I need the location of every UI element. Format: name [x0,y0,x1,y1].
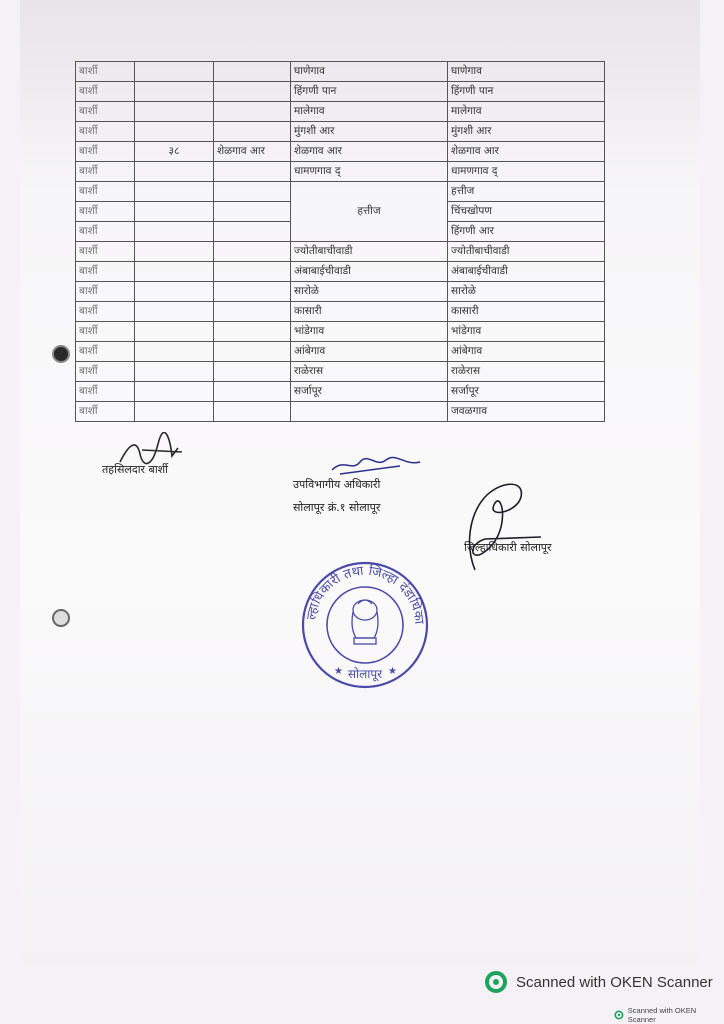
table-cell-c1: बार्शी [76,302,135,322]
table-cell-c4: अंबाबाईचीवाडी [291,262,448,282]
table-cell-c4: शेळगाव आर [291,142,448,162]
table-cell-c2 [135,402,214,422]
table-cell-c3 [214,122,291,142]
table-cell-c1: बार्शी [76,282,135,302]
table-cell-c1: बार्शी [76,402,135,422]
table-row [76,182,605,202]
table-cell-c5: ज्योतीबाचीवाडी [448,242,605,262]
table-cell-c1: बार्शी [76,322,135,342]
table-row [76,102,605,122]
sdo-signature-scribble [330,452,430,480]
table-cell-c4: राळेरास [291,362,448,382]
table-cell-c5: अंबाबाईचीवाडी [448,262,605,282]
table-row [76,262,605,282]
collector-signature-scribble [455,475,545,575]
table-cell-c4: सर्जापूर [291,382,448,402]
lion-capital-emblem [352,600,378,644]
table-row [76,62,605,82]
table-cell-c3 [214,242,291,262]
table-cell-c5: चिंचखोपण [448,202,605,222]
table-cell-c2 [135,222,214,242]
table-cell-c4: धामणगाव द् [291,162,448,182]
table-cell-c5: मालेगाव [448,102,605,122]
table-cell-c5: कासारी [448,302,605,322]
table-row [76,362,605,382]
sdo-title: उपविभागीय अधिकारी [293,478,381,491]
table-cell-c3 [214,302,291,322]
table-cell-c3 [214,402,291,422]
table-cell-c4 [291,402,448,422]
table-cell-c2 [135,262,214,282]
scanner-watermark-text: Scanned with OKEN Scanner [516,973,713,991]
table-cell-c3 [214,162,291,182]
table-cell-c5: सारोळे [448,282,605,302]
table-cell-c1: बार्शी [76,242,135,262]
table-cell-c1: बार्शी [76,82,135,102]
table-cell-c5: हत्तीज [448,182,605,202]
table-cell-c1: बार्शी [76,262,135,282]
punch-hole-top [52,345,70,363]
table-cell-c5: राळेरास [448,362,605,382]
table-cell-c2 [135,282,214,302]
table-cell-c4: भांडेगाव [291,322,448,342]
official-seal [298,560,432,690]
table-cell-c5: हिंगणी पान [448,82,605,102]
table-cell-c1: बार्शी [76,162,135,182]
table-row [76,342,605,362]
table-row [76,82,605,102]
table-cell-c2 [135,182,214,202]
table-cell-c2 [135,362,214,382]
scanner-watermark-small [614,1006,724,1024]
table-cell-c5: मुंगशी आर [448,122,605,142]
table-cell-c5: भांडेगाव [448,322,605,342]
table-row [76,302,605,322]
scanner-watermark [484,970,713,994]
oken-logo-small-icon [614,1010,624,1020]
table-cell-c1: बार्शी [76,142,135,162]
table-cell-c1: बार्शी [76,182,135,202]
table-cell-c2 [135,242,214,262]
table-cell-c3 [214,102,291,122]
table-cell-c2 [135,122,214,142]
table-cell-c3 [214,82,291,102]
svg-text:★: ★ [388,666,397,677]
table-cell-c1: बार्शी [76,202,135,222]
table-cell-c2 [135,342,214,362]
table-cell-c3 [214,182,291,202]
punch-hole-bottom [52,609,70,627]
table-cell-c4: सारोळे [291,282,448,302]
table-row [76,142,605,162]
table-row [76,122,605,142]
table-row [76,402,605,422]
table-cell-c4: हिंगणी पान [291,82,448,102]
table-cell-c4: घाणेगाव [291,62,448,82]
table-cell-c4: मुंगशी आर [291,122,448,142]
table-cell-c2 [135,202,214,222]
table-cell-c1: बार्शी [76,102,135,122]
table-cell-c2 [135,102,214,122]
table-cell-c3 [214,202,291,222]
seal-bottom-text: सोलापूर [347,667,383,681]
sdo-office: सोलापूर क्रं.१ सोलापूर [293,501,381,514]
table-cell-c5: सर्जापूर [448,382,605,402]
table-cell-c1: बार्शी [76,342,135,362]
table-cell-c5: हिंगणी आर [448,222,605,242]
table-cell-c2 [135,382,214,402]
table-cell-c1: बार्शी [76,222,135,242]
table-cell-c3 [214,342,291,362]
table-cell-c2 [135,82,214,102]
table-cell-c1: बार्शी [76,122,135,142]
table-cell-c5: आंबेगाव [448,342,605,362]
table-row [76,242,605,262]
table-row [76,162,605,182]
table-cell-c1: बार्शी [76,62,135,82]
tahsildar-signature-label: तहसिलदार बार्शी [102,463,168,476]
table-cell-c3 [214,62,291,82]
table-cell-c5: घाणेगाव [448,62,605,82]
table-row [76,382,605,402]
table-cell-c4: कासारी [291,302,448,322]
table-cell-c5: जवळगाव [448,402,605,422]
svg-text:★: ★ [334,666,343,677]
table-cell-c2: ३८ [135,142,214,162]
scanner-watermark-small-text: Scanned with OKEN Scanner [627,1006,697,1024]
village-table [75,61,605,422]
table-cell-c4: आंबेगाव [291,342,448,362]
table-cell-c2 [135,302,214,322]
table-cell-c3 [214,362,291,382]
table-cell-c3 [214,382,291,402]
seal-ring-text: ल्हाधिकारी तथा जिल्हा दंडाधिका [304,563,427,626]
table-cell-c3 [214,282,291,302]
table-row [76,282,605,302]
table-cell-c4: मालेगाव [291,102,448,122]
table-row [76,322,605,342]
table-cell-c4: ज्योतीबाचीवाडी [291,242,448,262]
table-cell-c2 [135,62,214,82]
table-cell-c2 [135,162,214,182]
table-cell-c3 [214,322,291,342]
table-cell-c3: शेळगाव आर [214,142,291,162]
table-cell-c5: शेळगाव आर [448,142,605,162]
table-cell-c2 [135,322,214,342]
table-cell-c4 merged: हत्तीज [291,182,448,242]
collector-signature-label: जिल्हाधिकारी सोलापूर [464,541,552,554]
table-cell-c3 [214,222,291,242]
table-cell-c1: बार्शी [76,382,135,402]
oken-logo-icon [484,970,508,994]
table-cell-c3 [214,262,291,282]
table-cell-c5: धामणगाव द् [448,162,605,182]
table-cell-c1: बार्शी [76,362,135,382]
